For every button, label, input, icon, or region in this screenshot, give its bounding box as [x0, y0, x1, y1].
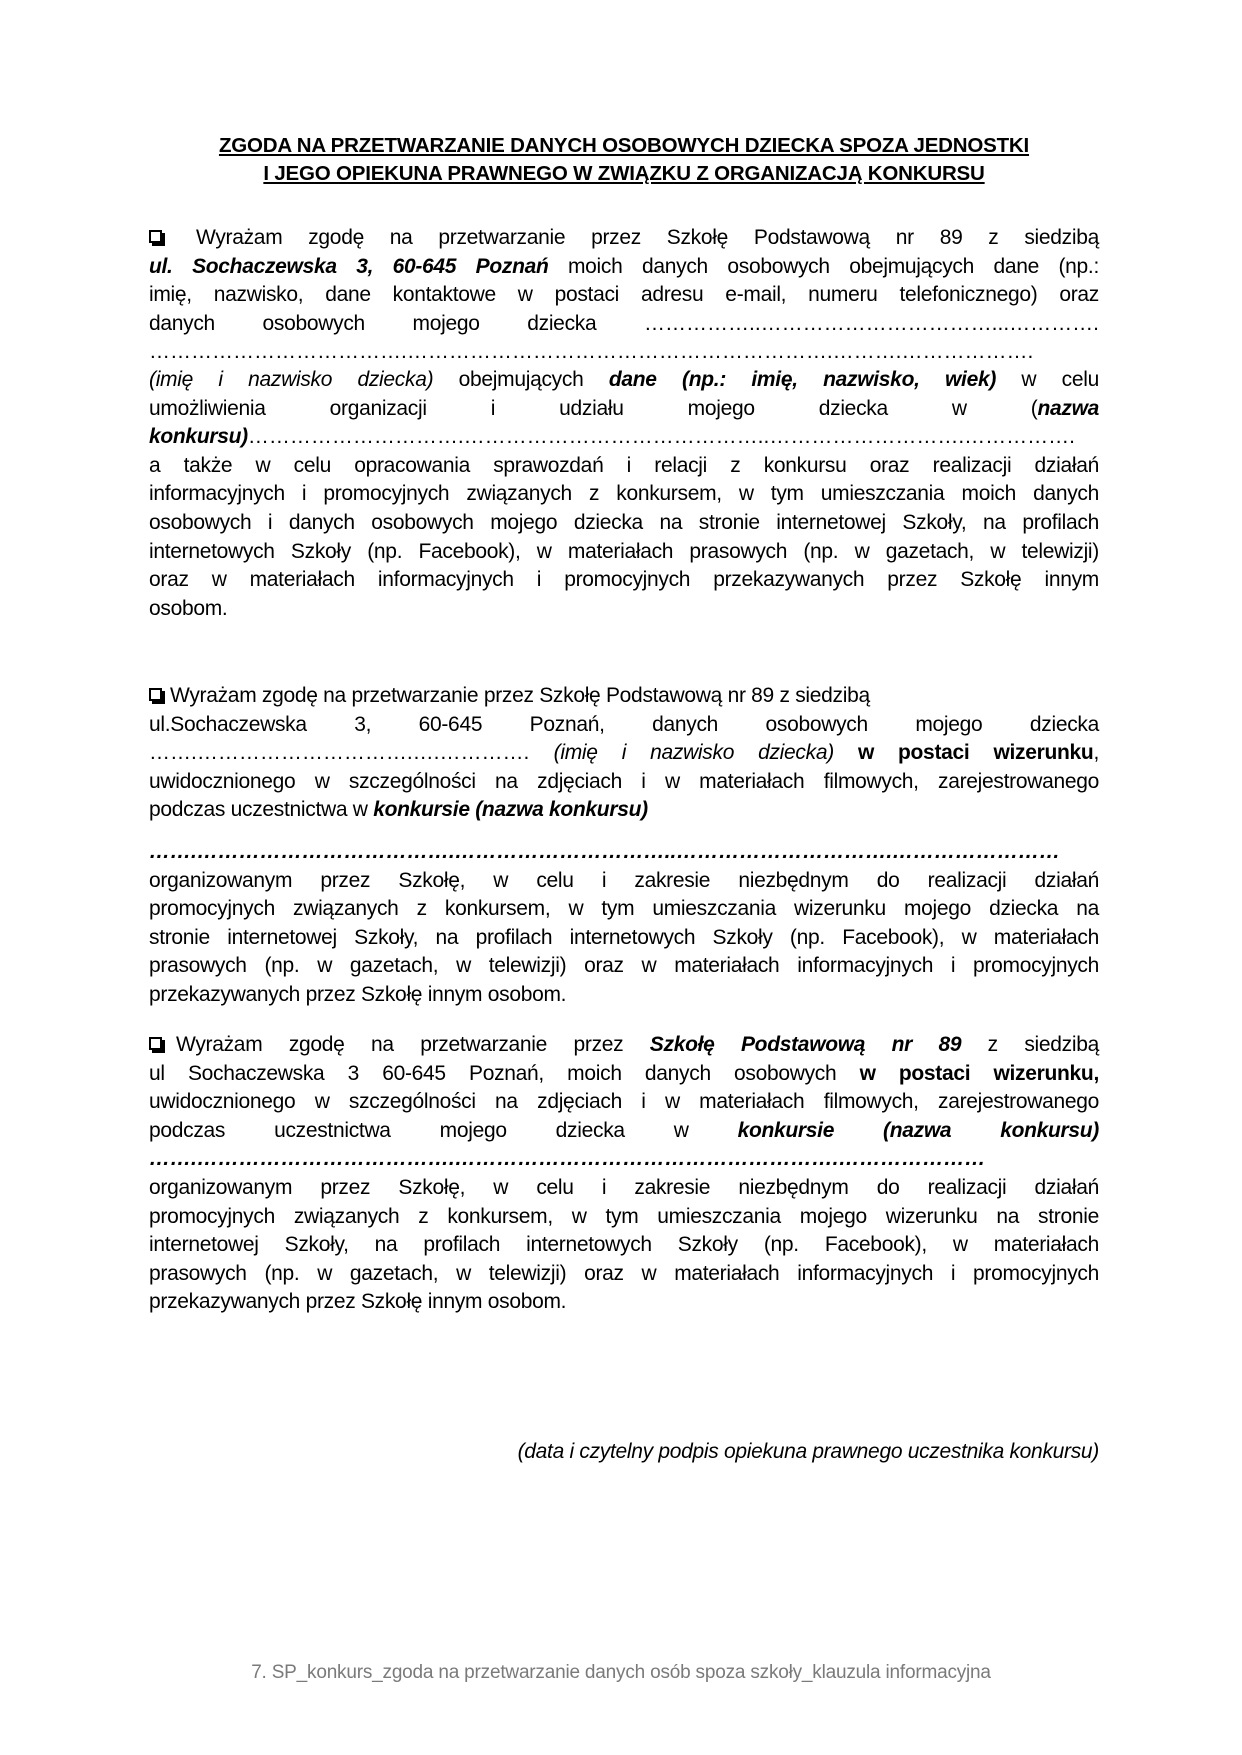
consent-text: ul Sochaczewska 3 60-645 Poznań, moich danych osobowych	[149, 1061, 860, 1085]
line: uwidocznionego w szczególności na zdjęciach i w materiałach filmowych, zarejestrowanego	[149, 1090, 1099, 1114]
line: osobom.	[149, 596, 228, 620]
line: przekazywanych przez Szkołę innym osobom.	[149, 982, 567, 1006]
page-footer: 7. SP_konkurs_zgoda na przetwarzanie danych osób spoza szkoły_klauzula informacyjna	[251, 1662, 991, 1683]
line	[149, 366, 1099, 395]
child-name-field-continued[interactable]	[149, 338, 1099, 367]
signature-caption: (data i czytelny podpis opiekuna prawnego uczestnika konkursu)	[517, 1440, 1099, 1463]
line: prasowych (np. w gazetach, w telewizji) oraz w materiałach informacyjnych i promocyjnych	[149, 954, 1099, 978]
title-line-2: I JEGO OPIEKUNA PRAWNEGO W ZWIĄZKU Z ORGANIZACJĄ KONKURSU	[263, 162, 985, 185]
checkbox-icon[interactable]	[149, 688, 162, 701]
contest-name-field[interactable]: ………………………….……………………………………..……………………….…………….	[247, 425, 1076, 449]
line	[149, 310, 1099, 339]
consent-text: Wyrażam zgodę na przetwarzanie przez Szkołę Podstawową nr 89 z siedzibą	[170, 684, 870, 707]
line: oraz w materiałach informacyjnych i promocyjnych przekazywanych przez Szkołę innym	[149, 568, 1099, 592]
line: stronie internetowej Szkoły, na profilach internetowych Szkoły (np. Facebook), w materiałach	[149, 925, 1099, 949]
line	[149, 395, 1099, 424]
contest-name-caption: konkursu)	[149, 425, 248, 449]
contest-name-field[interactable]: …….……………………………….……………………………………………….…………………	[149, 1147, 986, 1171]
consent-text: z siedzibą	[961, 1033, 1099, 1056]
child-name-field[interactable]: ……………..……………………………...………….	[643, 311, 1099, 335]
line: informacyjnych i promocyjnych związanych z konkursem, w tym umieszczania moich danych	[149, 482, 1099, 506]
consent-section-1	[149, 224, 1099, 367]
line	[149, 1031, 1099, 1060]
line: uwidocznionego w szczególności na zdjęciach i w materiałach filmowych, zarejestrowanego	[149, 769, 1099, 793]
line: organizowanym przez Szkołę, w celu i zakresie niezbędnym do realizacji działań	[149, 868, 1099, 892]
line: imię, nazwisko, dane kontaktowe w postaci adresu e-mail, numeru telefonicznego) oraz	[149, 283, 1099, 307]
consent-text: obejmujących	[433, 368, 609, 391]
line: internetowych Szkoły (np. Facebook), w materiałach prasowych (np. w gazetach, w telewizji)	[149, 539, 1099, 563]
child-name-caption: (imię i nazwisko dziecka)	[149, 368, 434, 391]
line	[149, 739, 1099, 768]
contest-name-field[interactable]: …….……………………………….…………………………..………………………….……………………	[149, 840, 1061, 863]
consent-text: moich danych osobowych obejmujących dane (np.:	[548, 254, 1099, 278]
fill-dots: ……………………………….…………………………………………………….……….……………….	[149, 340, 1034, 364]
line	[149, 224, 1099, 253]
child-name-caption: (imię i nazwisko dziecka)	[553, 741, 834, 765]
line	[149, 796, 1099, 825]
consent-text: Wyrażam zgodę na przetwarzanie przez	[176, 1033, 650, 1056]
consent-section-1-cont	[149, 366, 1099, 623]
checkbox-icon[interactable]	[149, 1037, 162, 1050]
contest-name-caption: konkursie (nazwa konkursu)	[737, 1118, 1100, 1142]
punctuation: ,	[1093, 741, 1099, 765]
contest-name-caption: konkursie (nazwa konkursu)	[373, 798, 648, 822]
line: osobowych i danych osobowych mojego dziecka na stronie internetowej Szkoły, na profilach	[149, 510, 1099, 534]
line	[149, 682, 1099, 711]
contest-name-caption: nazwa	[1037, 396, 1099, 420]
line: ul.Sochaczewska 3, 60-645 Poznań, danych osobowych mojego dziecka	[149, 712, 1099, 736]
line: internetowej Szkoły, na profilach internetowych Szkoły (np. Facebook), w materiałach	[149, 1233, 1099, 1257]
title-line-1: ZGODA NA PRZETWARZANIE DANYCH OSOBOWYCH DZIECKA SPOZA JEDNOSTKI	[218, 134, 1030, 157]
line: przekazywanych przez Szkołę innym osobom.	[149, 1290, 567, 1314]
school-name: Szkołę Podstawową nr 89	[649, 1033, 962, 1056]
school-address: ul. Sochaczewska 3, 60-645 Poznań	[149, 254, 549, 278]
consent-text: Wyrażam zgodę na przetwarzanie przez Szkołę Podstawową nr 89 z siedzibą	[196, 226, 1099, 249]
line: promocyjnych związanych z konkursem, w tym umieszczania wizerunku mojego dziecka na	[149, 897, 1099, 921]
line: prasowych (np. w gazetach, w telewizji) oraz w materiałach informacyjnych i promocyjnych	[149, 1261, 1099, 1285]
document-title	[149, 132, 1099, 188]
consent-text: podczas uczestnictwa w	[149, 798, 374, 822]
consent-text: danych osobowych mojego dziecka	[149, 311, 597, 335]
consent-section-3	[149, 1031, 1099, 1317]
consent-section-2	[149, 682, 1099, 825]
line: organizowanym przez Szkołę, w celu i zakresie niezbędnym do realizacji działań	[149, 1175, 1099, 1199]
line	[149, 1060, 1099, 1089]
checkbox-icon[interactable]	[149, 230, 162, 243]
image-scope: w postaci wizerunku	[833, 741, 1094, 765]
line	[149, 1117, 1099, 1146]
child-name-field[interactable]: …….………………………….….………….	[149, 741, 554, 765]
consent-text: podczas uczestnictwa mojego dziecka w	[149, 1118, 738, 1142]
data-scope: dane (np.: imię, nazwisko, wiek)	[608, 368, 997, 391]
image-scope: w postaci wizerunku,	[859, 1061, 1099, 1085]
consent-text: w celu	[996, 368, 1099, 391]
consent-text: umożliwienia organizacji i udziału mojego dziecka w (	[149, 396, 1038, 420]
line	[149, 423, 1099, 452]
consent-section-2-cont	[149, 838, 1099, 1010]
line: promocyjnych związanych z konkursem, w tym umieszczania mojego wizerunku na stronie	[149, 1204, 1099, 1228]
line	[149, 253, 1099, 282]
line: a także w celu opracowania sprawozdań i relacji z konkursu oraz realizacji działań	[149, 453, 1099, 477]
